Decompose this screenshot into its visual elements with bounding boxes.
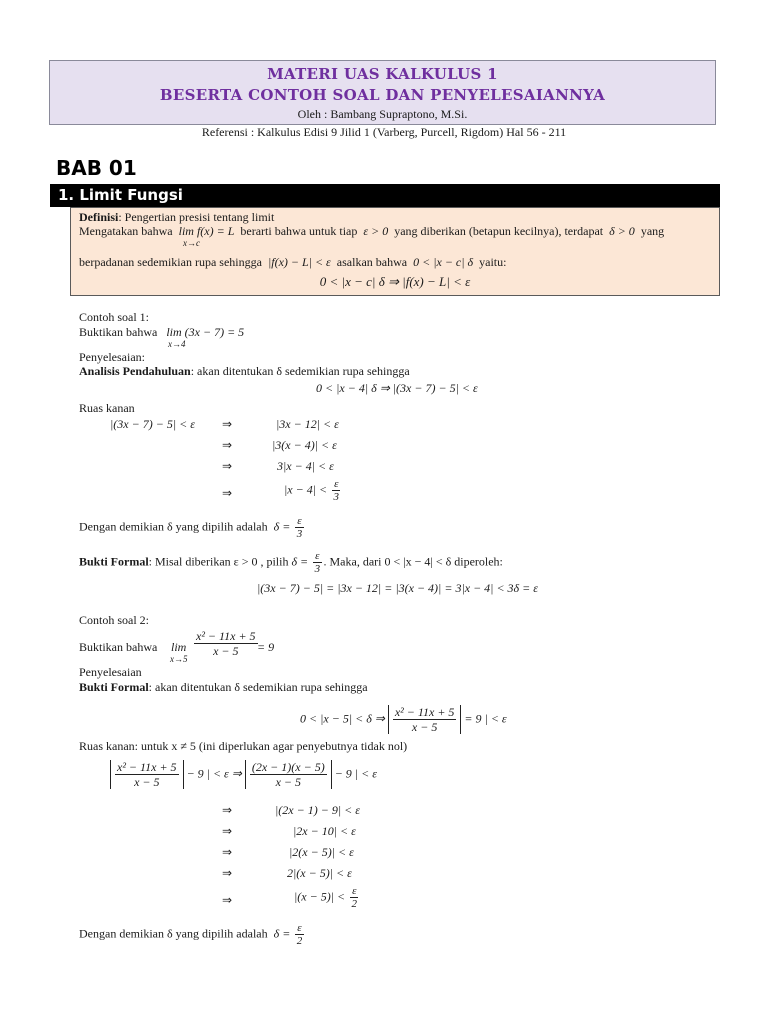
formal-text-2: . Maka, dari 0 < |x − 4| < δ diperoleh: (323, 554, 503, 569)
implies-arrow: ⇒ (222, 438, 233, 452)
fraction (332, 478, 340, 503)
example2-step1: |(2x − 1) − 9| < ε (275, 803, 360, 817)
example1-conclusion (79, 515, 306, 540)
fraction (250, 760, 327, 789)
fraction (313, 550, 321, 575)
example1-prove-text: Buktikan bahwa (79, 325, 158, 339)
formal-delta-expr: δ = (291, 554, 309, 569)
abs-value (388, 705, 462, 734)
example2-conclusion-text: Dengan demikian δ yang dipilih adalah (79, 926, 268, 941)
implies-arrow: ⇒ (222, 893, 233, 907)
def-line2-expr: |f(x) − L| < ε (267, 255, 331, 269)
example1-step3: 3|x − 4| < ε (277, 459, 334, 473)
example1-analysis (79, 364, 410, 379)
example1-ruas-kanan: Ruas kanan (79, 401, 135, 415)
chapter-heading: BAB 01 (56, 156, 137, 180)
fraction (295, 922, 303, 947)
example2-prove-rhs: = 9 (257, 640, 275, 654)
example1-solution: Penyelesaian: (79, 350, 145, 364)
example1-formal (79, 550, 503, 575)
example2-prove-fraction (192, 629, 260, 658)
example1-conclusion-text: Dengan demikian δ yang dipilih adalah (79, 519, 268, 534)
abs-value (110, 760, 184, 789)
minus-nine-lt-eps: − 9 | < ε (334, 766, 377, 781)
def-line2-expr2: 0 < |x − c| δ (413, 255, 474, 269)
fraction (115, 760, 179, 789)
def-lim-subscript: x→c (183, 238, 200, 248)
example2-prove-text: Buktikan bahwa (79, 640, 158, 654)
fraction-numerator: ε (297, 922, 302, 934)
example1-step0: |(3x − 7) − 5| < ε (110, 417, 195, 431)
def-line1-text-d: yang (640, 224, 665, 238)
implies-arrow: ⇒ (231, 766, 242, 781)
author-line: Oleh : Bambang Supraptono, M.Si. (297, 107, 468, 121)
fraction-denominator: x − 5 (275, 775, 301, 789)
abs-value (245, 760, 332, 789)
analysis-label: Analisis Pendahuluan (79, 364, 191, 378)
fraction-denominator: x − 5 (213, 644, 239, 658)
def-lim-expr: lim f(x) = L (178, 224, 235, 238)
definition-line2 (79, 255, 506, 270)
document-header (49, 60, 716, 125)
def-line1-text-c: yang diberikan (betapun kecilnya), terdapat (394, 224, 604, 238)
definition-line1 (79, 224, 664, 239)
definition-title (79, 210, 274, 225)
implies-arrow: ⇒ (222, 486, 233, 500)
fraction-numerator: ε (315, 550, 320, 562)
fraction-denominator: 3 (296, 528, 303, 540)
fraction-numerator: (2x − 1)(x − 5) (251, 760, 325, 774)
fraction (295, 515, 303, 540)
fraction (350, 885, 358, 910)
example1-step2: |3(x − 4)| < ε (272, 438, 337, 452)
fraction (194, 629, 258, 658)
example2-lim-subscript: x→5 (170, 654, 188, 664)
example2-formal (79, 680, 368, 695)
example2-conclusion (79, 922, 306, 947)
analysis-text: : akan ditentukan δ sedemikian rupa sehingga (190, 364, 410, 378)
fraction-denominator: x − 5 (134, 775, 160, 789)
example2-step5-lhs: |(x − 5)| < (294, 889, 346, 904)
example2-ruas-kanan: Ruas kanan: untuk x ≠ 5 (ini diperlukan agar penyebutnya tidak nol) (79, 739, 408, 753)
fraction (393, 705, 457, 734)
fraction-denominator: 3 (314, 563, 321, 575)
definition-box (70, 207, 720, 296)
implies-arrow: ⇒ (222, 845, 233, 859)
fraction-numerator: x² − 11x + 5 (394, 705, 455, 719)
fraction-denominator: x − 5 (411, 720, 438, 734)
example2-lim: lim (171, 640, 187, 654)
example2-step4: 2|(x − 5)| < ε (287, 866, 352, 880)
formal-expr-rhs: = 9 | < ε (464, 711, 507, 726)
def-line2-text-c: yaitu: (479, 255, 507, 269)
example1-prove (79, 325, 244, 340)
example1-analysis-expr: 0 < |x − 4| δ ⇒ |(3x − 7) − 5| < ε (316, 381, 478, 395)
example1-heading: Contoh soal 1: (79, 310, 150, 324)
fraction-denominator: 2 (351, 898, 358, 910)
example2-step5 (294, 885, 360, 910)
example2-step2: |2x − 10| < ε (293, 824, 356, 838)
fraction-numerator: ε (352, 885, 357, 897)
example2-formal-expr (300, 705, 507, 734)
def-eps-expr: ε > 0 (363, 224, 389, 238)
implies-arrow: ⇒ (222, 417, 233, 431)
example2-solution: Penyelesaian (79, 665, 142, 679)
example1-lim-subscript: x→4 (168, 339, 186, 349)
fraction-numerator: x² − 11x + 5 (117, 760, 177, 774)
implies-arrow: ⇒ (222, 824, 233, 838)
fraction-denominator: 3 (333, 491, 340, 503)
document-title-line1: MATERI UAS KALKULUS 1 (267, 65, 498, 83)
example2-step3: |2(x − 5)| < ε (289, 845, 354, 859)
formal-text-1: : Misal diberikan ε > 0 , pilih (148, 554, 289, 569)
def-delta-expr: δ > 0 (609, 224, 635, 238)
document-title-line2: BESERTA CONTOH SOAL DAN PENYELESAIANNYA (159, 86, 606, 104)
implies-arrow: ⇒ (222, 803, 233, 817)
section-heading: 1. Limit Fungsi (50, 184, 720, 207)
example1-prove-expr: lim (3x − 7) = 5 (166, 325, 245, 339)
definition-label: Definisi (79, 210, 119, 224)
example1-formal-expr: |(3x − 7) − 5| = |3x − 12| = |3(x − 4)| = 3|x − 4| < 3δ = ε (257, 581, 538, 595)
minus-nine-lt-eps: − 9 | < ε (186, 766, 229, 781)
implies-arrow: ⇒ (222, 459, 233, 473)
fraction-numerator: ε (334, 478, 339, 490)
example1-step4-lhs: |x − 4| < (284, 482, 328, 497)
definition-center-expr: 0 < |x − c| δ ⇒ |f(x) − L| < ε (319, 274, 471, 289)
example1-step4 (284, 478, 342, 503)
formal-label: Bukti Formal (79, 554, 149, 569)
example1-step1: |3x − 12| < ε (276, 417, 339, 431)
def-line1-text-b: berarti bahwa untuk tiap (240, 224, 358, 238)
definition-title-rest: : Pengertian presisi tentang limit (118, 210, 275, 224)
formal-label: Bukti Formal (79, 680, 149, 694)
def-line2-text-b: asalkan bahwa (336, 255, 408, 269)
reference-line: Referensi : Kalkulus Edisi 9 Jilid 1 (Varberg, Purcell, Rigdom) Hal 56 - 211 (201, 125, 567, 139)
example2-heading: Contoh soal 2: (79, 613, 150, 627)
example2-conclusion-expr: δ = (273, 926, 291, 941)
example1-conclusion-expr: δ = (273, 519, 291, 534)
fraction-numerator: ε (297, 515, 302, 527)
formal-expr-lhs: 0 < |x − 5| < δ ⇒ (300, 711, 385, 726)
fraction-denominator: 2 (296, 935, 303, 947)
formal-text: : akan ditentukan δ sedemikian rupa sehingga (148, 680, 368, 694)
def-line1-text-a: Mengatakan bahwa (79, 224, 173, 238)
def-line2-text-a: berpadanan sedemikian rupa sehingga (79, 255, 262, 269)
fraction-numerator: x² − 11x + 5 (196, 629, 256, 643)
implies-arrow: ⇒ (222, 866, 233, 880)
example2-row1 (110, 760, 377, 789)
